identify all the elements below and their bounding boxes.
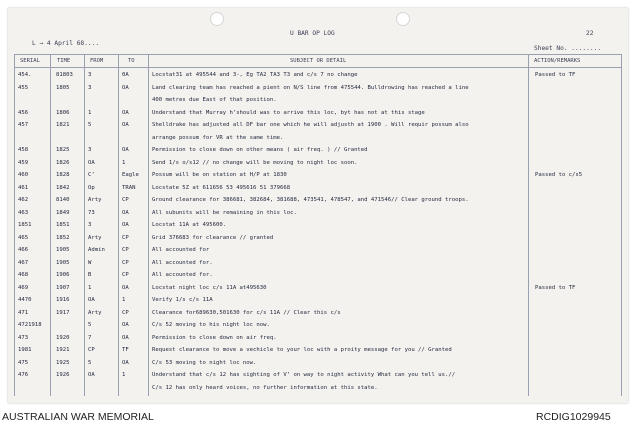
- column-header-from: FROM: [90, 58, 104, 64]
- cell-serial: 473: [18, 334, 29, 341]
- cell-serial: 455: [18, 84, 29, 91]
- cell-from: 3: [88, 147, 92, 153]
- punch-hole: [396, 12, 410, 26]
- column-divider: [148, 54, 149, 396]
- cell-detail: Grid 376683 for clearance // granted: [152, 234, 274, 241]
- column-header-time: TIME: [57, 58, 71, 64]
- cell-detail: All accounted for.: [152, 259, 213, 266]
- log-title: U BAR OP LOG: [290, 30, 335, 37]
- cell-to: 1: [122, 159, 126, 166]
- cell-detail: C/s 12 has only heard voices, no further information at this state.: [152, 384, 378, 391]
- cell-from: 5: [88, 322, 92, 328]
- cell-detail: Permission to close down on air freq.: [152, 334, 277, 341]
- table-header-border: [14, 67, 621, 68]
- column-divider: [621, 54, 622, 396]
- column-divider: [14, 54, 15, 396]
- cell-detail: Request clearance to move a vechicle to your loc with a proity message for you // Granted: [152, 347, 452, 353]
- cell-to: CP: [122, 272, 129, 278]
- cell-to: OA: [122, 334, 129, 341]
- cell-time: 1925: [56, 359, 70, 366]
- cell-from: 5: [88, 122, 92, 128]
- cell-detail: Clearance for689630,501630 for c/s 11A // Clear this c/s: [152, 309, 341, 316]
- cell-serial: 454.: [18, 72, 32, 78]
- cell-time: 1905: [56, 247, 70, 253]
- cell-detail: All accounted for: [152, 247, 210, 253]
- cell-time: 1805: [56, 84, 70, 91]
- cell-from: CP: [88, 347, 95, 353]
- cell-time: 1907: [56, 284, 70, 291]
- column-header-to: TO: [128, 58, 135, 64]
- cell-from: 5: [88, 359, 92, 366]
- cell-to: OA: [122, 322, 129, 328]
- column-divider: [528, 54, 529, 396]
- cell-serial: 469: [18, 284, 29, 291]
- cell-to: Eagle: [122, 172, 139, 178]
- column-divider: [118, 54, 119, 396]
- cell-from: OA: [88, 372, 95, 378]
- cell-detail: Understand that Murray h’should was to arrive this loc, byt has not at this stage: [152, 109, 425, 116]
- cell-detail: Possum will be on station at H/P at 1830: [152, 172, 287, 178]
- column-header-action: ACTION/REMARKS: [534, 58, 581, 64]
- cell-time: 1849: [56, 209, 70, 216]
- cell-detail: Verify 1/s c/s 11A: [152, 297, 213, 303]
- cell-time: 1806: [56, 109, 70, 116]
- cell-from: 1: [88, 284, 92, 291]
- cell-detail: Send 1/s o/s12 // no change will be moving to night loc soon.: [152, 159, 358, 166]
- cell-serial: 4470: [18, 297, 32, 303]
- cell-serial: 462: [18, 197, 29, 203]
- cell-detail: Understand that c/s 12 has sighting of V’ on way to night activity What can you tell us.//: [152, 372, 456, 378]
- cell-detail: All subunits will be remaining in this loc.: [152, 209, 297, 216]
- cell-detail: arrange possum for VR at the same time.: [152, 134, 284, 141]
- cell-action: Passed to c/s5: [535, 172, 583, 178]
- cell-to: CP: [122, 247, 129, 253]
- cell-to: 1: [122, 372, 126, 378]
- column-header-serial: SERIAL: [20, 58, 40, 64]
- cell-detail: Locstate 5Z at 611656 53 495616 51 379668: [152, 184, 291, 191]
- column-divider: [50, 54, 51, 396]
- cell-to: 1: [122, 297, 126, 303]
- cell-from: 3: [88, 72, 92, 78]
- cell-from: Arty: [88, 197, 102, 203]
- cell-serial: 471: [18, 309, 29, 316]
- cell-to: OA: [122, 359, 129, 366]
- cell-from: Arty: [88, 234, 102, 241]
- cell-detail: Permission to close down on other means ( air freq. ) // Granted: [152, 147, 368, 153]
- cell-from: W: [88, 259, 92, 266]
- cell-time: 1917: [56, 309, 70, 316]
- cell-serial: 459: [18, 159, 29, 166]
- cell-from: 1: [88, 109, 92, 116]
- cell-serial: 461: [18, 184, 29, 191]
- cell-time: 1926: [56, 372, 70, 378]
- cell-from: Arty: [88, 309, 102, 316]
- cell-serial: 1851: [18, 222, 32, 228]
- cell-time: 1905: [56, 259, 70, 266]
- cell-to: 0A: [122, 72, 129, 78]
- cell-serial: 456: [18, 109, 29, 116]
- cell-to: CP: [122, 309, 129, 316]
- cell-from: C’: [88, 172, 95, 178]
- cell-time: 1825: [56, 147, 70, 153]
- cell-to: TRAN: [122, 184, 136, 191]
- cell-time: 1920: [56, 334, 70, 341]
- cell-from: 3: [88, 84, 92, 91]
- cell-serial: 476: [18, 372, 29, 378]
- cell-to: OA: [122, 209, 129, 216]
- page-number: 22: [586, 30, 594, 37]
- cell-time: 1828: [56, 172, 70, 178]
- cell-detail: Locstat 11A at 495600.: [152, 222, 227, 228]
- cell-detail: All accounted for.: [152, 272, 213, 278]
- cell-to: CP: [122, 234, 129, 241]
- cell-action: Passed to TF: [535, 284, 576, 291]
- cell-to: OA: [122, 109, 129, 116]
- cell-serial: 467: [18, 259, 29, 266]
- cell-time: 1852: [56, 234, 70, 241]
- column-divider: [84, 54, 85, 396]
- cell-to: OA: [122, 222, 129, 228]
- cell-detail: 400 metres due East of that position.: [152, 97, 277, 103]
- cell-action: Passed to TF: [535, 72, 576, 78]
- column-header-subject: SUBJECT OR DETAIL: [290, 58, 347, 64]
- cell-from: OA: [88, 297, 95, 303]
- cell-time: 1906: [56, 272, 70, 278]
- cell-from: 7: [88, 334, 92, 341]
- cell-time: 8140: [56, 197, 70, 203]
- cell-detail: C/s 52 moving to his night loc now.: [152, 322, 270, 328]
- footer-id: RCDIG1029945: [536, 411, 611, 423]
- cell-time: 1821: [56, 122, 70, 128]
- cell-to: OA: [122, 84, 129, 91]
- log-date: L → 4 April 68....: [32, 40, 100, 47]
- cell-time: 1916: [56, 297, 70, 303]
- punch-hole: [210, 12, 224, 26]
- cell-time: 1842: [56, 184, 70, 191]
- cell-from: 73: [88, 209, 95, 216]
- cell-to: OA: [122, 147, 129, 153]
- cell-detail: Land clearing team has reached a pient on N/S line from 475544. Bulldrowing has reached a line: [152, 84, 469, 91]
- cell-serial: 466: [18, 247, 29, 253]
- cell-serial: 465: [18, 234, 29, 241]
- cell-from: Op: [88, 184, 95, 191]
- cell-serial: 457: [18, 122, 29, 128]
- cell-detail: Shelldrake has adjusted all DF bar one which he will adjusth at 1900 . Will requir possum also: [152, 122, 469, 128]
- sheet-number: Sheet No. ........: [534, 45, 602, 52]
- cell-time: 81803: [56, 72, 73, 78]
- cell-from: Admin: [88, 247, 105, 253]
- cell-detail: Locstat31 at 495544 and 3-, Eg TA2 TA3 T3 and c/s 7 no change: [152, 72, 358, 78]
- cell-serial: 460: [18, 172, 29, 178]
- table-top-border: [14, 54, 621, 55]
- cell-from: B: [88, 272, 92, 278]
- cell-from: OA: [88, 159, 95, 166]
- cell-serial: 1981: [18, 347, 32, 353]
- cell-to: TF: [122, 347, 129, 353]
- cell-detail: Ground clearance for 386681, 382684, 381688, 473541, 478547, and 471546// Clear ground troops.: [152, 197, 469, 203]
- cell-to: CP: [122, 197, 129, 203]
- cell-serial: 463: [18, 209, 29, 216]
- cell-to: OA: [122, 122, 129, 128]
- cell-serial: 475: [18, 359, 29, 366]
- cell-serial: 468: [18, 272, 29, 278]
- cell-serial: 458: [18, 147, 29, 153]
- cell-time: 1826: [56, 159, 70, 166]
- cell-serial: 4721918: [18, 322, 42, 328]
- cell-time: 1921: [56, 347, 70, 353]
- cell-to: OA: [122, 284, 129, 291]
- cell-detail: Locstat night loc c/s 11A at495630: [152, 284, 267, 291]
- cell-to: CP: [122, 259, 129, 266]
- footer-credit: AUSTRALIAN WAR MEMORIAL: [2, 411, 154, 423]
- cell-from: 3: [88, 222, 92, 228]
- cell-detail: C/s 53 moving to night loc now.: [152, 359, 257, 366]
- cell-time: 1851: [56, 222, 70, 228]
